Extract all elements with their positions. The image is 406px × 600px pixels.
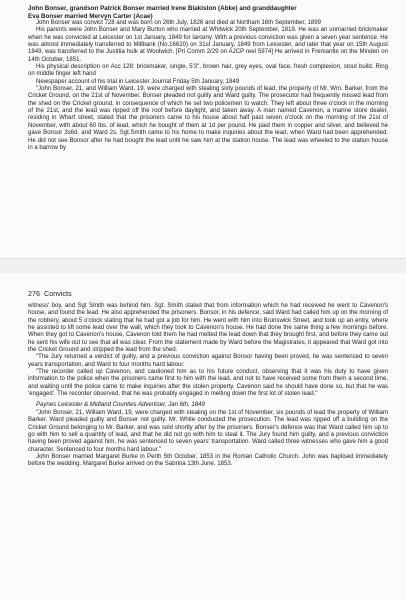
paragraph: "John Bonser, 21, and William Ward, 19, were charged with stealing sixty pounds of lead, the property of Mr. Wm. Barker, from the Cricket Ground, on the 21st of November. Bonser pleaded not guilty and Ward guilty. The prosecutor had frequently missed lead from the shed on the Cricket ground, in consequence of which he set two policemen to watch. They left about three o'clock in the morning of the 21st, and the lead was ripped off the roof before daylight, and taken away. A man named Cavenon, a marine store dealer, residing in Wharf street, stated that the prisoners came to his house about half past seven o'clock on the morning of the 21st of November, with about 60 lbs. of lead, which he bought of them at 1d per pound. He paid them in copper and silver, and believed he gave Bonsor 3s6d. and Ward 2s. Sgt.Smith came to his home to make inquiries about the lead, when Ward had been apprehended. He did not see Bonsor after he had bought the lead until he saw him at the station house. The lead was wheeled to the station house in a barrow by: [28, 86, 388, 151]
paragraph: Newspaper account of his trial in Leicester Journal Friday 5th January, 1849: [36, 78, 240, 85]
paragraph: His physical description on Acc 128: brickmaker, single, 5'3", brown hair, grey eyes, oval face, fresh complexion, stout build. Ring on middle finger left hand: [28, 64, 388, 78]
page-number: 276: [28, 289, 40, 298]
upper-text-column: [28, 5, 388, 152]
paragraph: witness' boy, and Sgt Smith was behind him. Sgt. Smith stated that from information which he had received he went to Cavenon's house, and found the lead. He also apprehended the prisoners. Bonsor, in his defence, said Ward had called him up on the morning of the robbery, about 5 o'clock stating that he had got a job for him. He went with him into Brunswick Street, and took up an entry, where he assisted to lift some lead over the wall, which they took to Cavenon's house. He had done the same thing a few mornings before. When they got to Cavenon's house, Cavenon told them he had melted the lead down that they brought first, and before they came out he sent his wife out to see that all was clear. From the statement made by Ward before the Magistrates, it appeared that Ward got into the Cricket Ground and stripped the lead from the shed.: [28, 303, 388, 354]
paragraph: "John Bonser, 21, William Ward, 19, were charged with stealing on the 1st of November, six pounds of lead the property of William Barker. Ward pleaded guilty and Bonser not guilty. Mr. White conducted the prosecution. The lead was ripped off a building on the Cricket Ground belonging to Mr. Barker, and was sold shortly after by the prisoners. Bonser's defence was that Ward called him up to go with him to sell a quantity of lead, and that he did not go with him to steal it. The Jury found him guilty, and a previous conviction having been proved against him, he was sentenced to seven years' transportation. Ward called three witnesses who gave him a good character. Sentenced to four months hard labour.": [28, 409, 388, 453]
section-heading-line-1: John Bonser, grandson Patrick Bonser married Irene Blakiston (Abke) and granddaughter: [28, 5, 297, 12]
paragraph: John Bonser was convict 728 and was born on 26th July, 1826 and died at Northam 16th September, 1899: [36, 20, 321, 26]
upper-page-excerpt: [0, 0, 406, 259]
section-heading-line-2: Eva Bonser married Mervyn Carter (Acae): [28, 12, 153, 20]
lower-text-column: [28, 289, 388, 469]
paragraph: "The recorder called up Cavenon, and cautioned him as to his future conduct, observing that it was his duty to have given information to the police when the prisoners came first to him with the lead, and not to have received some from them a second time, and waiting until the police came to make inquiries after the stolen property. Cavenon said he should have done so, but that he was 'engaged'. The recorder observed, that he was probably engaged in melting down the first lot of stolen lead.": [28, 369, 388, 398]
running-head-title: Convicts: [44, 289, 72, 298]
source-citation: Paynes Leicester & Midland Counties Advertiser, Jan 6th, 1849: [36, 402, 205, 409]
paragraph: His parents were John Bonser and Mary Burton who married at Whitwick 20th September, 1819. He was an unmarried brickmaker when he was convicted at Leicester on 1st January, 1849 for larceny. With a previous conviction was given a seven year sentence. He was almost immediately transferred to Millbank (No.16620) on 31st January, 1849 from Leicester, and later that year on 15th August 1849, was transferred to the Justitia hulk at Woolwich. [Pri Comm 2/29 on AJCP reel 5974] He arrived in Fremantle on the Minden on 14th October, 1851.: [28, 27, 388, 63]
paragraph: John Bonser married Margaret Burke in Perth 5th October, 1853 in the Roman Catholic Church. John was baptised immediately before the wedding. Margaret Burke arrived on the Sabrina 13th June, 1853.: [28, 453, 388, 468]
page-separator: [0, 259, 406, 273]
running-header: [28, 289, 388, 298]
lower-page-excerpt: [0, 273, 406, 600]
paragraph: "The Jury returned a verdict of guilty, and a previous conviction against Bonsor having been proved, he was sentenced to seven years transportation, and Ward to four months hard labour.: [28, 354, 388, 368]
